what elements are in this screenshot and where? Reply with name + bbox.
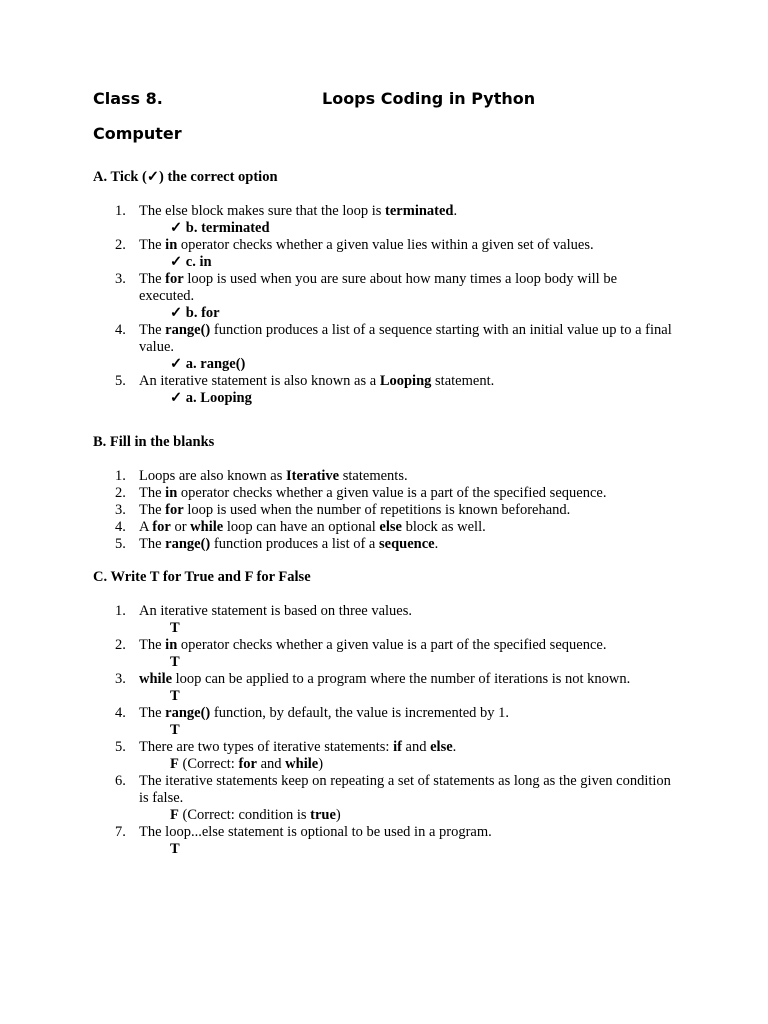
- list-item: 4. A for or while loop can have an optional else block as well.: [115, 519, 486, 535]
- section-c-heading: C. Write T for True and F for False: [93, 569, 311, 585]
- list-item: 5. An iterative statement is also known as a Looping statement. ✓ a. Looping: [93, 373, 673, 407]
- answer: T: [170, 841, 180, 857]
- subject-label: Computer: [93, 124, 182, 143]
- list-item: 2. The in operator checks whether a given value is a part of the specified sequence.: [115, 485, 607, 501]
- answer: F (Correct: condition is true): [170, 807, 341, 823]
- answer: T: [170, 722, 180, 738]
- answer: T: [170, 654, 180, 670]
- list-item: 1. An iterative statement is based on three values. T: [93, 603, 673, 637]
- answer: ✓ a. range(): [170, 356, 246, 372]
- answer: T: [170, 688, 180, 704]
- list-item: 3. The for loop is used when you are sure about how many times a loop body will be executed. ✓ b. for: [93, 271, 673, 322]
- list-item: 2. The in operator checks whether a given value lies within a given set of values. ✓ c. in: [93, 237, 673, 271]
- page-title: Loops Coding in Python: [322, 89, 536, 108]
- list-item: 1. The else block makes sure that the loop is terminated. ✓ b. terminated: [93, 203, 673, 237]
- answer: ✓ c. in: [170, 254, 212, 270]
- class-label: Class 8.: [93, 89, 163, 108]
- list-item: 6. The iterative statements keep on repeating a set of statements as long as the given condition is false. F (Correct: condition is true): [93, 773, 673, 824]
- list-item: 4. The range() function, by default, the value is incremented by 1. T: [93, 705, 673, 739]
- list-item: 2. The in operator checks whether a given value is a part of the specified sequence. T: [93, 637, 673, 671]
- section-a-heading: A. Tick (✓) the correct option: [93, 169, 278, 185]
- list-item: 1. Loops are also known as Iterative statements.: [115, 468, 408, 484]
- section-c-list: [93, 603, 673, 858]
- list-item: 3. The for loop is used when the number of repetitions is known beforehand.: [115, 502, 571, 518]
- section-b-list: [93, 468, 673, 553]
- answer: ✓ b. terminated: [170, 220, 270, 236]
- list-item: 7. The loop...else statement is optional to be used in a program. T: [93, 824, 673, 858]
- list-item: 5. The range() function produces a list of a sequence.: [115, 536, 439, 552]
- list-item: 5. There are two types of iterative statements: if and else. F (Correct: for and while): [93, 739, 673, 773]
- section-b-heading: B. Fill in the blanks: [93, 434, 215, 450]
- answer: F (Correct: for and while): [170, 756, 324, 772]
- answer: ✓ b. for: [170, 305, 220, 321]
- section-a-list: [93, 203, 673, 407]
- list-item: 3. while loop can be applied to a program where the number of iterations is not known. T: [93, 671, 673, 705]
- answer: ✓ a. Looping: [170, 390, 252, 406]
- list-item: 4. The range() function produces a list of a sequence starting with an initial value up to a final value. ✓ a. range(): [115, 322, 672, 372]
- answer: T: [170, 620, 180, 636]
